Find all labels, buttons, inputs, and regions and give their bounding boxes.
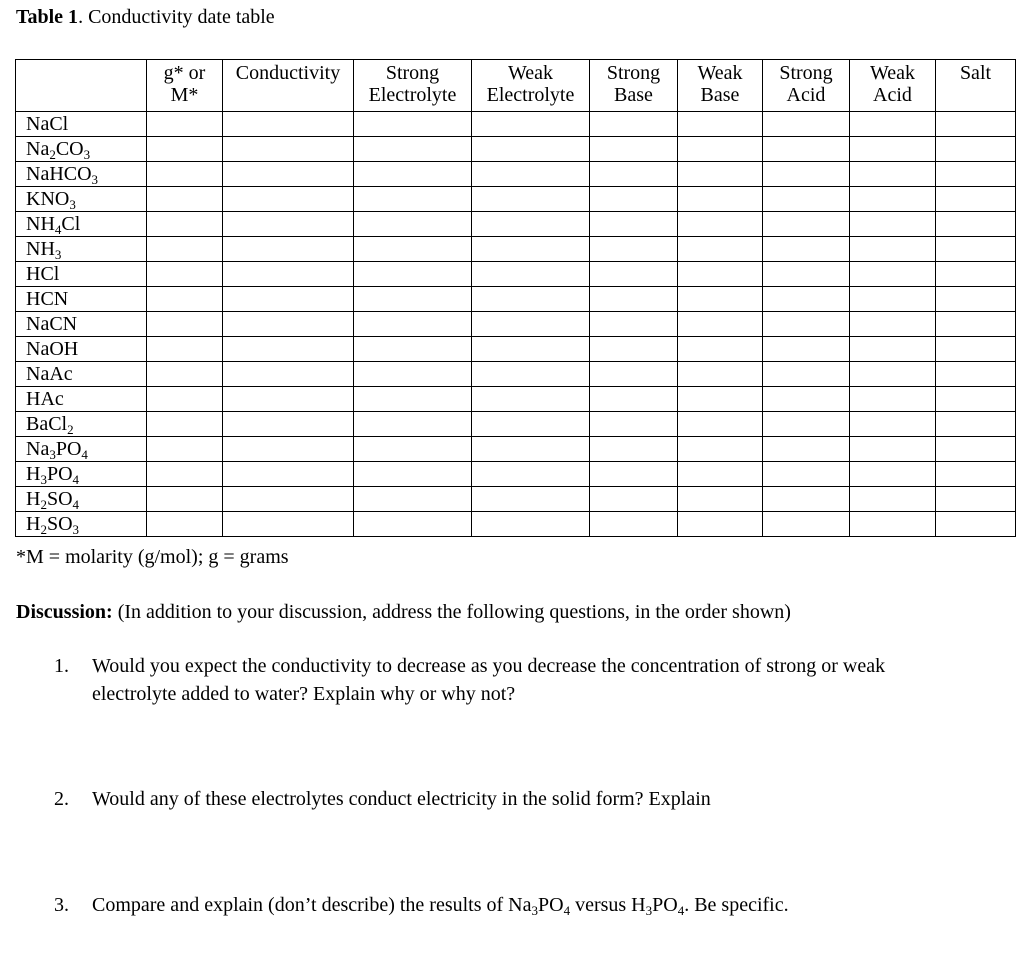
table-cell	[354, 262, 472, 287]
table-cell	[472, 487, 590, 512]
table-cell	[936, 387, 1016, 412]
table-cell	[763, 237, 850, 262]
table-cell	[678, 387, 763, 412]
question-text	[92, 652, 885, 708]
table-cell	[590, 487, 678, 512]
table-cell	[472, 387, 590, 412]
table-cell	[590, 362, 678, 387]
table-cell	[590, 137, 678, 162]
question-line-1: Would you expect the conductivity to decrease as you decrease the concentration of strong or weak	[92, 655, 886, 677]
table-cell	[590, 412, 678, 437]
compound-name: HAc	[16, 387, 147, 412]
table-cell	[850, 462, 936, 487]
table-cell	[354, 187, 472, 212]
table-row	[16, 462, 1016, 487]
compound-name: $NH_4Cl$	[16, 212, 147, 237]
table-cell	[354, 162, 472, 187]
table-cell	[590, 437, 678, 462]
table-cell	[850, 287, 936, 312]
table-cell	[936, 162, 1016, 187]
table-cell	[590, 462, 678, 487]
table-cell	[763, 287, 850, 312]
table-row	[16, 512, 1016, 537]
table-cell	[223, 337, 354, 362]
table-row	[16, 212, 1016, 237]
table-cell	[590, 512, 678, 537]
table-cell	[850, 112, 936, 137]
table-cell	[223, 512, 354, 537]
table-cell	[850, 212, 936, 237]
table-cell	[472, 212, 590, 237]
table-cell	[850, 512, 936, 537]
table-cell	[936, 487, 1016, 512]
table-cell	[223, 437, 354, 462]
table-cell	[147, 437, 223, 462]
table-cell	[763, 187, 850, 212]
compound-name: NaCN	[16, 312, 147, 337]
table-cell	[763, 262, 850, 287]
table-cell	[147, 137, 223, 162]
table-cell	[223, 412, 354, 437]
table-cell	[472, 462, 590, 487]
table-cell	[678, 287, 763, 312]
compound-name: BaCl$_2$	[16, 412, 147, 437]
header-line-2: Base	[700, 84, 740, 106]
header-cell	[590, 60, 678, 112]
discussion-label: Discussion:	[16, 601, 113, 623]
table-row	[16, 437, 1016, 462]
table-caption	[16, 6, 275, 29]
table-cell	[354, 337, 472, 362]
question-1	[54, 652, 1014, 712]
table-cell	[763, 387, 850, 412]
table-cell	[590, 387, 678, 412]
table-row	[16, 187, 1016, 212]
table-cell	[147, 187, 223, 212]
table-cell	[850, 237, 936, 262]
table-cell	[354, 512, 472, 537]
table-cell	[850, 187, 936, 212]
header-cell	[936, 60, 1016, 112]
compound-name: $H_3PO_4$	[16, 462, 147, 487]
compound-name: $H_2SO_4$	[16, 487, 147, 512]
table-header-row	[16, 60, 1016, 112]
header-line-1: Strong	[606, 62, 661, 84]
table-cell	[936, 462, 1016, 487]
header-line-1: g* or	[163, 62, 206, 84]
table-cell	[590, 287, 678, 312]
table-cell	[354, 412, 472, 437]
table-cell	[936, 237, 1016, 262]
table-cell	[223, 187, 354, 212]
compound-name: $Na_3PO_4$	[16, 437, 147, 462]
table-row	[16, 362, 1016, 387]
table-cell	[678, 162, 763, 187]
table-cell	[936, 337, 1016, 362]
table-row	[16, 112, 1016, 137]
header-line-2: Base	[614, 84, 653, 106]
header-cell	[472, 60, 590, 112]
table-cell	[147, 237, 223, 262]
table-cell	[354, 487, 472, 512]
table-cell	[936, 137, 1016, 162]
table-cell	[223, 287, 354, 312]
compound-name: $Na_2CO_3$	[16, 137, 147, 162]
table-cell	[354, 312, 472, 337]
table-cell	[223, 387, 354, 412]
table-cell	[354, 287, 472, 312]
table-cell	[223, 262, 354, 287]
table-cell	[678, 462, 763, 487]
table-cell	[678, 212, 763, 237]
table-cell	[850, 437, 936, 462]
table-cell	[763, 437, 850, 462]
table-cell	[936, 112, 1016, 137]
table-row	[16, 237, 1016, 262]
table-cell	[147, 337, 223, 362]
table-cell	[472, 112, 590, 137]
table-cell	[472, 262, 590, 287]
table-cell	[850, 487, 936, 512]
header-cell	[147, 60, 223, 112]
table-cell	[936, 212, 1016, 237]
table-cell	[147, 412, 223, 437]
table-cell	[678, 137, 763, 162]
compound-name: HCN	[16, 287, 147, 312]
discussion-heading	[16, 601, 791, 624]
table-cell	[223, 237, 354, 262]
table-cell	[472, 512, 590, 537]
table-cell	[763, 487, 850, 512]
table-cell	[850, 312, 936, 337]
table-cell	[850, 137, 936, 162]
header-line-1: Weak	[697, 62, 743, 84]
table-cell	[678, 237, 763, 262]
conductivity-table	[15, 59, 1016, 537]
table-cell	[223, 362, 354, 387]
table-cell	[763, 312, 850, 337]
table-cell	[147, 387, 223, 412]
table-cell	[850, 387, 936, 412]
header-line-1: Weak	[869, 62, 916, 84]
question-text: Compare and explain (don’t describe) the results of $Na_3PO_4$ versus $H_3PO_4$. Be specific.	[92, 894, 789, 918]
table-cell	[472, 162, 590, 187]
table-cell	[936, 512, 1016, 537]
caption-text: . Conductivity date table	[78, 6, 275, 28]
table-cell	[147, 287, 223, 312]
header-line-1: Conductivity	[235, 62, 341, 84]
table-cell	[472, 187, 590, 212]
table-cell	[590, 262, 678, 287]
header-line-2: Electrolyte	[368, 84, 457, 106]
table-cell	[763, 362, 850, 387]
table-cell	[223, 487, 354, 512]
table-cell	[763, 512, 850, 537]
table-cell	[850, 412, 936, 437]
table-cell	[472, 412, 590, 437]
table-row	[16, 262, 1016, 287]
table-cell	[354, 137, 472, 162]
table-cell	[472, 137, 590, 162]
table-cell	[354, 462, 472, 487]
table-cell	[763, 337, 850, 362]
table-cell	[763, 137, 850, 162]
table-cell	[678, 487, 763, 512]
table-cell	[590, 337, 678, 362]
table-cell	[936, 262, 1016, 287]
table-cell	[147, 487, 223, 512]
table-cell	[147, 312, 223, 337]
table-cell	[850, 337, 936, 362]
header-line-1: Weak	[507, 62, 554, 84]
table-cell	[678, 337, 763, 362]
header-cell	[678, 60, 763, 112]
table-cell	[147, 162, 223, 187]
table-cell	[147, 462, 223, 487]
table-cell	[590, 187, 678, 212]
table-cell	[354, 237, 472, 262]
table-cell	[354, 362, 472, 387]
table-cell	[223, 137, 354, 162]
caption-label: Table 1	[16, 6, 79, 28]
header-cell	[223, 60, 354, 112]
table-cell	[354, 387, 472, 412]
table-cell	[936, 362, 1016, 387]
header-cell	[16, 60, 147, 112]
table-cell	[850, 162, 936, 187]
table-cell	[936, 437, 1016, 462]
table-cell	[678, 437, 763, 462]
table-row	[16, 387, 1016, 412]
header-cell	[850, 60, 936, 112]
header-cell	[354, 60, 472, 112]
table-row	[16, 137, 1016, 162]
table-cell	[472, 437, 590, 462]
compound-name: NaOH	[16, 337, 147, 362]
table-cell	[678, 312, 763, 337]
table-cell	[763, 462, 850, 487]
compound-name: NaHCO$_3$	[16, 162, 147, 187]
table-cell	[223, 112, 354, 137]
table-cell	[590, 162, 678, 187]
table-cell	[147, 212, 223, 237]
table-cell	[147, 362, 223, 387]
table-cell	[763, 412, 850, 437]
table-cell	[223, 162, 354, 187]
compound-name: NaCl	[16, 112, 147, 137]
table-cell	[147, 512, 223, 537]
question-line-2: electrolyte added to water? Explain why or why not?	[92, 683, 516, 705]
table-cell	[590, 112, 678, 137]
question-3	[54, 891, 1014, 921]
table-cell	[678, 412, 763, 437]
header-line-1: Strong	[779, 62, 833, 84]
question-number: 3.	[54, 894, 69, 916]
table-cell	[678, 262, 763, 287]
table-cell	[147, 262, 223, 287]
question-number: 2.	[54, 788, 69, 810]
table-cell	[763, 112, 850, 137]
table-cell	[147, 112, 223, 137]
compound-name: NaAc	[16, 362, 147, 387]
table-cell	[354, 437, 472, 462]
table-cell	[678, 112, 763, 137]
question-number: 1.	[54, 655, 69, 677]
header-line-1: Salt	[959, 62, 992, 84]
table-cell	[223, 462, 354, 487]
table-cell	[354, 212, 472, 237]
table-row	[16, 412, 1016, 437]
table-cell	[763, 162, 850, 187]
compound-name: $NH_3$	[16, 237, 147, 262]
question-2	[54, 785, 1014, 815]
table-cell	[472, 337, 590, 362]
table-cell	[936, 412, 1016, 437]
table-cell	[223, 212, 354, 237]
discussion-intro: (In addition to your discussion, address the following questions, in the order shown)	[112, 601, 791, 623]
compound-name: HCl	[16, 262, 147, 287]
table-cell	[472, 312, 590, 337]
table-row	[16, 312, 1016, 337]
table-row	[16, 162, 1016, 187]
table-row	[16, 487, 1016, 512]
table-cell	[590, 312, 678, 337]
table-cell	[850, 362, 936, 387]
table-cell	[763, 212, 850, 237]
header-cell	[763, 60, 850, 112]
table-cell	[472, 287, 590, 312]
header-line-1: Strong	[385, 62, 440, 84]
header-line-2: M*	[170, 84, 199, 106]
compound-name: $KNO_3$	[16, 187, 147, 212]
table-row	[16, 337, 1016, 362]
table-row	[16, 287, 1016, 312]
compound-name: $H_2SO_3$	[16, 512, 147, 537]
question-text: Would any of these electrolytes conduct electricity in the solid form? Explain	[92, 788, 711, 810]
table-cell	[472, 362, 590, 387]
table-cell	[936, 287, 1016, 312]
table-cell	[936, 312, 1016, 337]
table-cell	[678, 362, 763, 387]
table-cell	[590, 212, 678, 237]
header-line-2: Electrolyte	[486, 84, 575, 106]
table-cell	[354, 112, 472, 137]
table-cell	[936, 187, 1016, 212]
table-cell	[223, 312, 354, 337]
table-cell	[850, 262, 936, 287]
header-line-2: Acid	[786, 84, 826, 106]
table-footnote: *M = molarity (g/mol); g = grams	[16, 546, 289, 568]
table-cell	[590, 237, 678, 262]
table-cell	[678, 187, 763, 212]
table-cell	[472, 237, 590, 262]
header-line-2: Acid	[873, 84, 912, 106]
table-cell	[678, 512, 763, 537]
